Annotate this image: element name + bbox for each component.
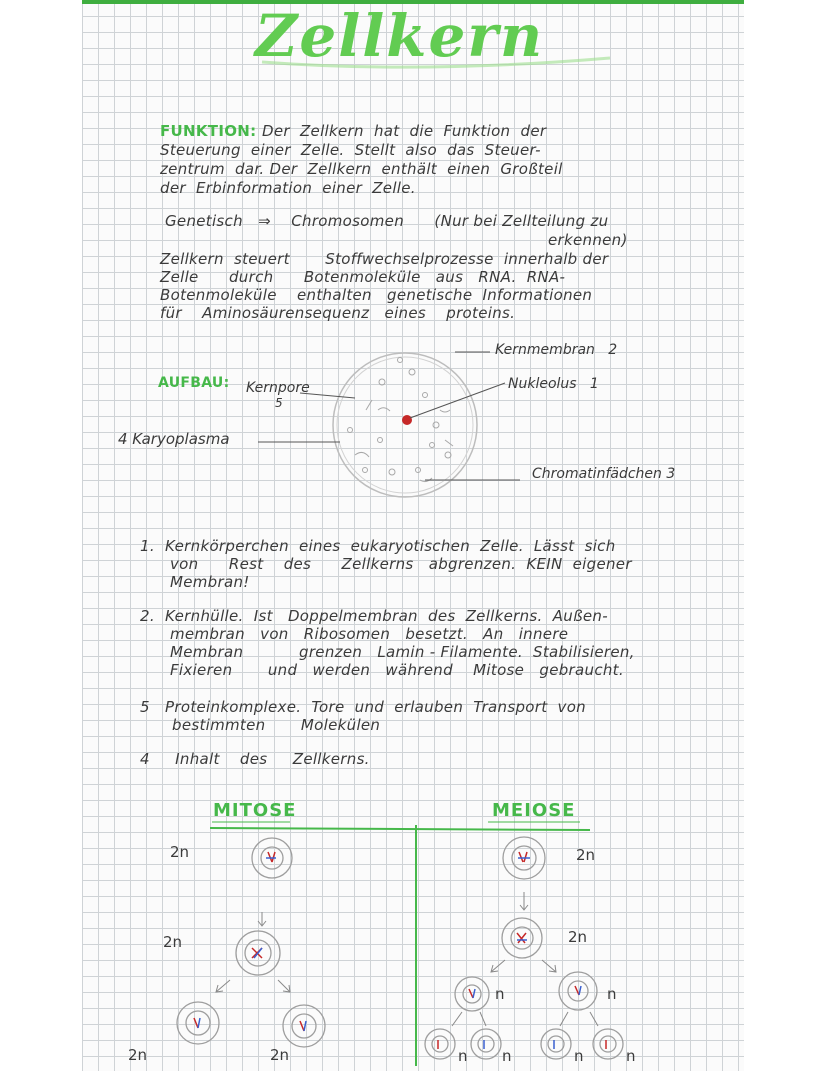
meiose-ploidy-5: n [458,1047,468,1065]
paragraph-line-3: Botenmoleküle enthalten genetische Informationen [160,286,593,304]
list-item-5: 5 Proteinkomplexe. Tore und erlauben Transport von [140,698,586,716]
meiose-ploidy-3: n [495,985,505,1003]
meiose-ploidy-6: n [502,1047,512,1065]
list-item-2-line-4: Fixieren und werden während Mitose gebraucht. [170,661,624,679]
list-item-4: 4 Inhalt des Zellkerns. [140,750,370,768]
mitose-ploidy-3: 2n [128,1046,148,1064]
mitose-ploidy-2: 2n [163,933,183,951]
label-nukleolus: Nukleolus 1 [508,376,599,392]
label-kernpore: Kernpore [246,380,310,396]
label-kernpore-number: 5 [275,396,283,410]
page-title: Zellkern [255,2,545,70]
funktion-line-3: zentrum dar. Der Zellkern enthält einen Großteil [160,160,563,178]
mitose-ploidy-1: 2n [170,843,190,861]
nucleolus-dot [402,415,412,425]
mitose-ploidy-4: 2n [270,1046,290,1064]
mitose-heading: MITOSE [213,800,297,821]
label-kernmembran: Kernmembran 2 [495,342,618,358]
paragraph-line-2: Zelle durch Botenmoleküle aus RNA. RNA- [160,268,566,286]
division-diagram [177,822,623,1066]
list-item-1: 1. Kernkörperchen eines eukaryotischen Zelle. Lässt sich [140,537,616,555]
list-item-2: 2. Kernhülle. Ist Doppelmembran des Zellkerns. Außen- [140,607,608,625]
aufbau-heading: AUFBAU: [158,375,230,391]
funktion-heading: FUNKTION: [160,122,257,140]
funktion-line-4: der Erbinformation einer Zelle. [160,179,416,197]
list-item-5-line-2: bestimmten Molekülen [172,716,381,734]
genetisch-line: Genetisch ⇒ Chromosomen (Nur bei Zellteilung zu [165,212,609,230]
paragraph-line-4: für Aminosäurensequenz eines proteins. [160,304,516,322]
funktion-line-2: Steuerung einer Zelle. Stellt also das Steuer- [160,141,541,159]
meiose-ploidy-7: n [574,1047,584,1065]
list-item-2-line-3: Membran grenzen Lamin - Filamente. Stabilisieren, [170,643,635,661]
list-item-2-line-2: membran von Ribosomen besetzt. An innere [170,625,569,643]
erkennen-line: erkennen) [548,231,628,249]
meiose-ploidy-4: n [607,985,617,1003]
meiose-heading: MEIOSE [492,800,576,821]
list-item-1-line-3: Membran! [170,573,250,591]
nucleus-diagram [258,352,520,497]
label-karyoplasma: 4 Karyoplasma [118,430,230,448]
list-item-1-line-2: von Rest des Zellkerns abgrenzen. KEIN eigener [170,555,632,573]
funktion-line-1: Der Zellkern hat die Funktion der [262,122,547,140]
meiose-ploidy-2: 2n [568,928,588,946]
meiose-ploidy-1: 2n [576,846,596,864]
meiose-ploidy-8: n [626,1047,636,1065]
paragraph-line-1: Zellkern steuert Stoffwechselprozesse innerhalb der [160,250,609,268]
label-chromatin: Chromatinfädchen 3 [532,466,676,482]
